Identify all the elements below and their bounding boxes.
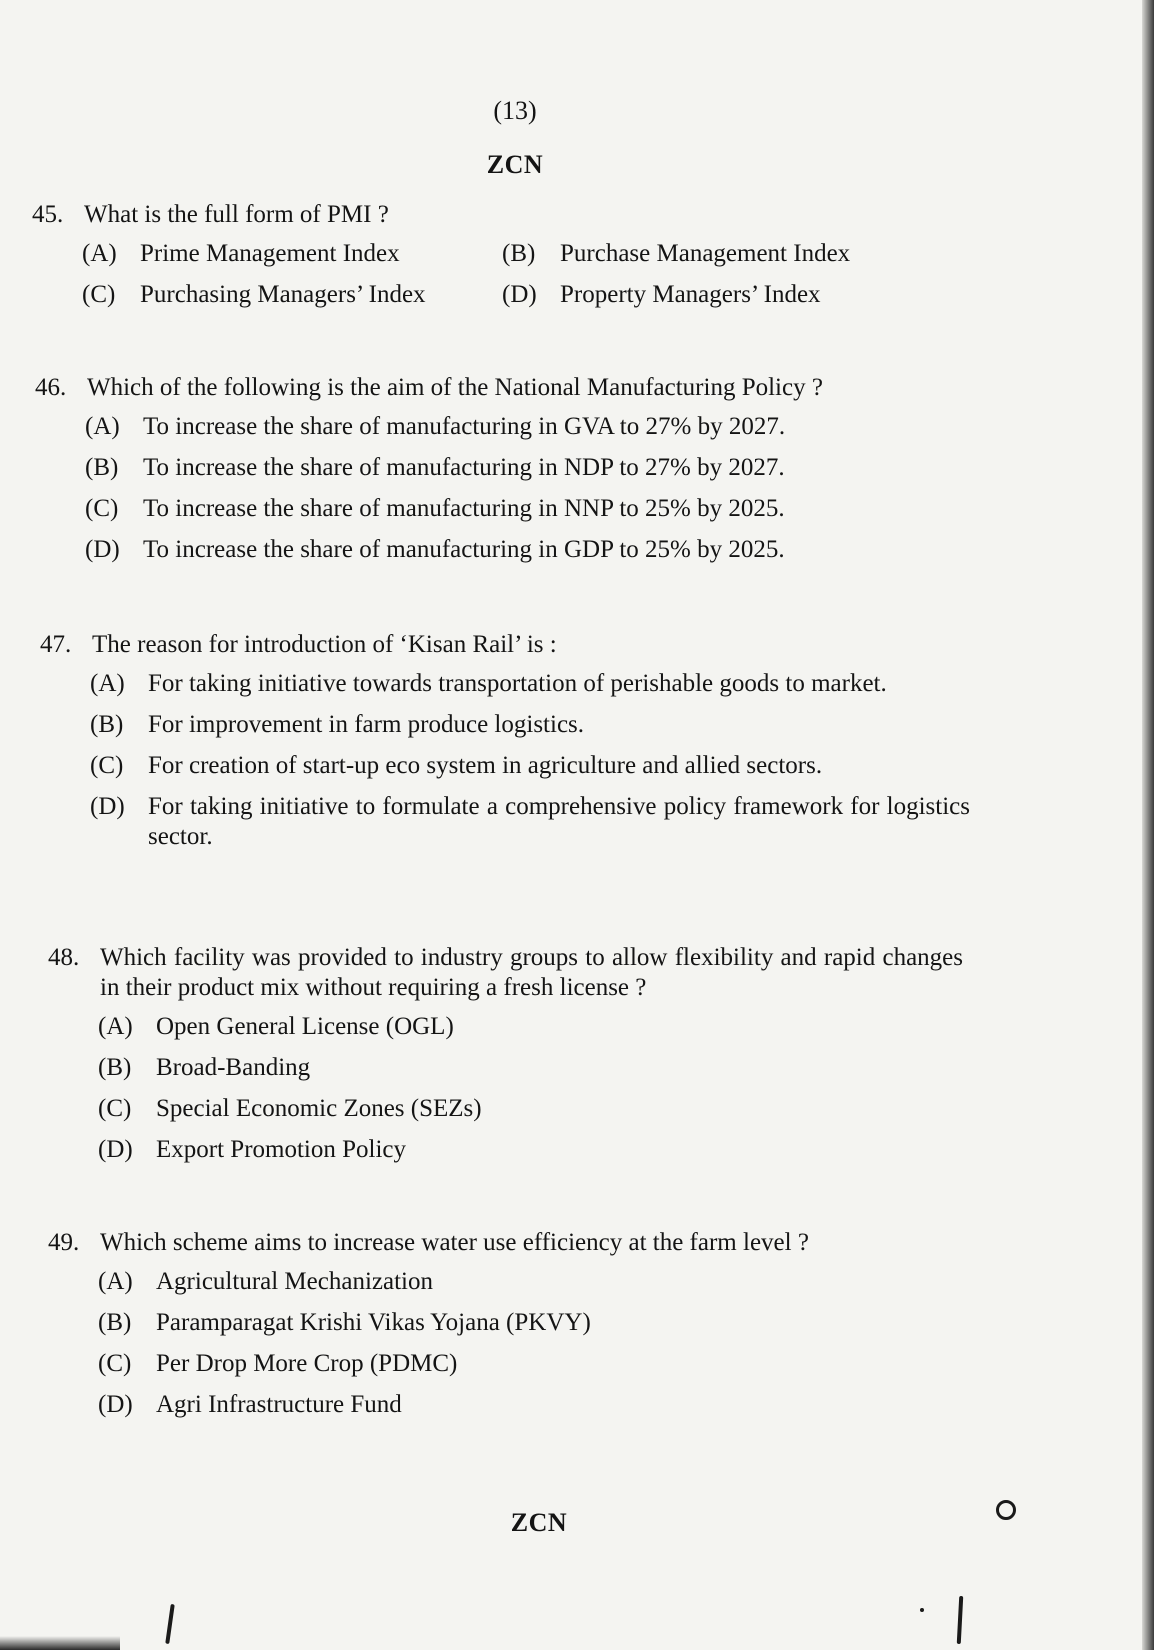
page-edge-shadow (1142, 0, 1154, 1650)
option-label: (A) (82, 240, 117, 267)
option-label: (B) (98, 1054, 132, 1081)
option-text: Purchasing Managers’ Index (140, 281, 426, 308)
option-label: (B) (98, 1309, 132, 1336)
question-number: 48. (48, 944, 80, 971)
option-b (90, 710, 970, 740)
option-label: (A) (98, 1013, 133, 1040)
question-number: 47. (40, 631, 72, 658)
option-d (90, 792, 970, 852)
option-c (98, 1349, 963, 1379)
option-c (90, 751, 970, 781)
paper-code-bottom: ZCN (510, 1508, 568, 1537)
option-label: (D) (502, 281, 537, 308)
option-a (98, 1012, 963, 1042)
option-d (98, 1390, 963, 1420)
option-d (85, 535, 965, 565)
question-stem (40, 630, 970, 660)
option-label: (C) (82, 281, 116, 308)
option-b (85, 453, 965, 483)
question-49 (48, 1228, 963, 1431)
option-list (32, 239, 962, 310)
question-stem (35, 373, 965, 403)
option-b (98, 1308, 963, 1338)
question-stem (32, 200, 962, 230)
question-45 (32, 200, 962, 310)
question-47 (40, 630, 970, 863)
option-label: (C) (85, 495, 119, 522)
question-number: 49. (48, 1229, 80, 1256)
option-b (98, 1053, 963, 1083)
option-label: (C) (90, 752, 124, 779)
option-list (40, 669, 970, 852)
option-text: For taking initiative to formulate a comprehensive policy framework for logistics sector. (148, 793, 970, 850)
option-text: Purchase Management Index (560, 240, 851, 267)
option-text: Agri Infrastructure Fund (156, 1391, 402, 1418)
question-46 (35, 373, 965, 576)
option-label: (D) (85, 536, 120, 563)
option-text: Special Economic Zones (SEZs) (156, 1095, 482, 1122)
option-text: Export Promotion Policy (156, 1136, 406, 1163)
option-list (35, 412, 965, 565)
page-corner-shadow (0, 1636, 120, 1650)
option-label: (B) (85, 454, 119, 481)
option-label: (C) (98, 1350, 132, 1377)
option-label: (A) (90, 670, 125, 697)
option-text: For improvement in farm produce logistics. (148, 711, 585, 738)
question-number: 46. (35, 374, 67, 401)
option-label: (B) (90, 711, 124, 738)
option-label: (D) (90, 793, 125, 820)
option-text: Prime Management Index (140, 240, 400, 267)
option-d (98, 1135, 963, 1165)
question-48 (48, 943, 963, 1176)
option-text: To increase the share of manufacturing in GDP to 25% by 2025. (143, 536, 785, 563)
option-list (48, 1267, 963, 1420)
option-text: To increase the share of manufacturing in GVA to 27% by 2027. (143, 413, 786, 440)
option-c (98, 1094, 963, 1124)
option-a (90, 669, 970, 699)
option-text: Paramparagat Krishi Vikas Yojana (PKVY) (156, 1309, 591, 1336)
option-label: (B) (502, 240, 536, 267)
pen-stroke-mark (165, 1604, 175, 1644)
option-list (48, 1012, 963, 1165)
option-c (82, 280, 502, 310)
option-text: Agricultural Mechanization (156, 1268, 433, 1295)
circle-mark-icon (996, 1500, 1016, 1520)
option-a (98, 1267, 963, 1297)
option-a (85, 412, 965, 442)
option-d (502, 280, 922, 310)
question-stem (48, 1228, 963, 1258)
option-text: For taking initiative towards transportation of perishable goods to market. (148, 670, 887, 697)
option-c (85, 494, 965, 524)
option-text: For creation of start-up eco system in agriculture and allied sectors. (148, 752, 823, 779)
question-text: Which of the following is the aim of the National Manufacturing Policy ? (87, 374, 823, 401)
question-text: The reason for introduction of ‘Kisan Rail’ is : (92, 631, 557, 658)
option-text: Broad-Banding (156, 1054, 311, 1081)
option-a (82, 239, 502, 269)
question-text: Which facility was provided to industry groups to allow flexibility and rapid changes in their product mix without requiring a fresh license ? (100, 944, 963, 1001)
option-label: (C) (98, 1095, 132, 1122)
question-number: 45. (32, 201, 64, 228)
ink-dot-mark (920, 1608, 924, 1612)
option-label: (A) (98, 1268, 133, 1295)
option-label: (A) (85, 413, 120, 440)
question-stem (48, 943, 963, 1003)
option-text: Property Managers’ Index (560, 281, 821, 308)
pen-stroke-mark (957, 1596, 964, 1644)
option-text: Open General License (OGL) (156, 1013, 454, 1040)
question-text: Which scheme aims to increase water use efficiency at the farm level ? (100, 1229, 809, 1256)
option-label: (D) (98, 1391, 133, 1418)
question-text: What is the full form of PMI ? (84, 201, 389, 228)
option-text: Per Drop More Crop (PDMC) (156, 1350, 458, 1377)
page-number: (13) (493, 96, 537, 125)
option-text: To increase the share of manufacturing in NDP to 27% by 2027. (143, 454, 785, 481)
option-text: To increase the share of manufacturing in NNP to 25% by 2025. (143, 495, 785, 522)
option-label: (D) (98, 1136, 133, 1163)
option-b (502, 239, 922, 269)
paper-code-top: ZCN (486, 150, 544, 179)
